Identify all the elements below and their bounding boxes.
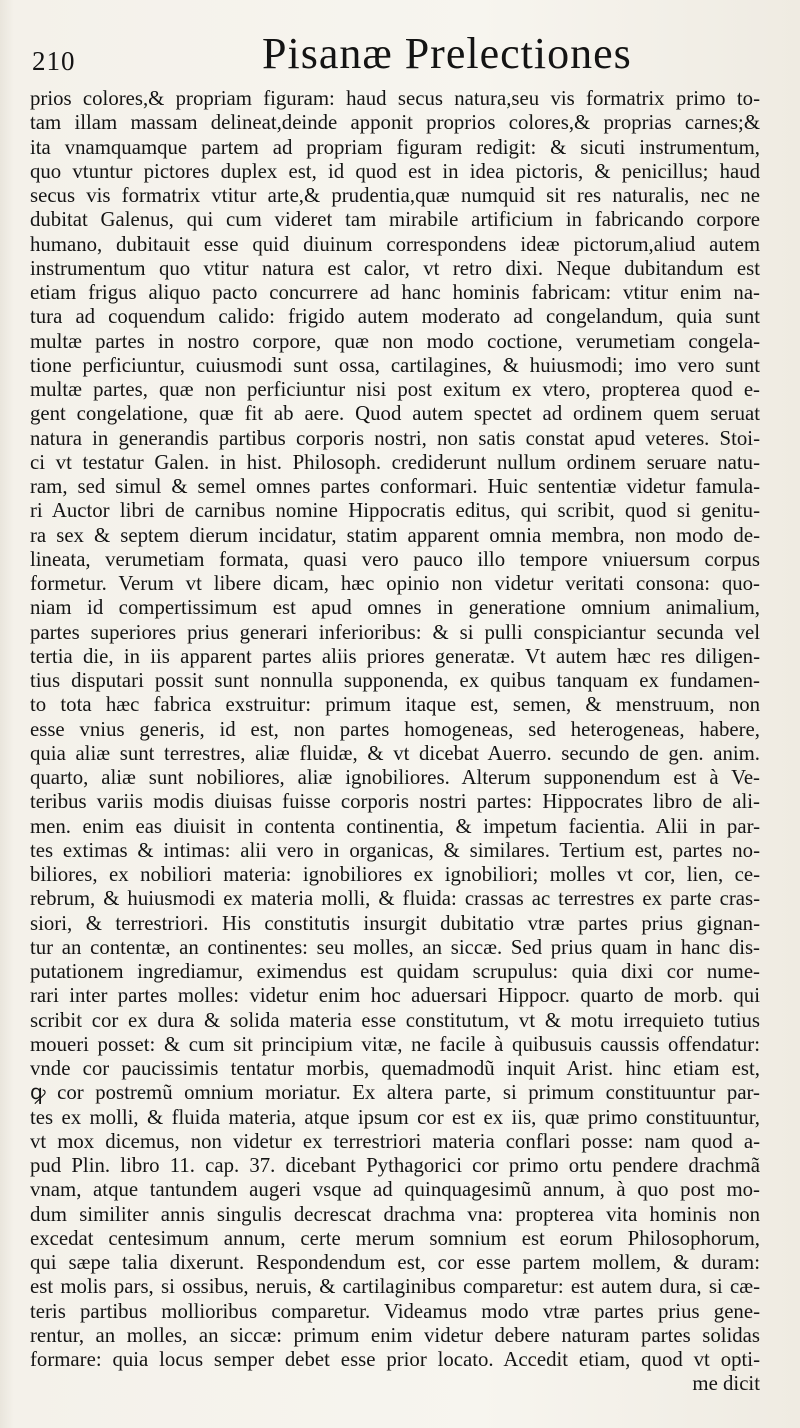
text-line: instrumentum quo vtitur natura est calor, vt retro dixi. Neque dubitandum est [30, 256, 760, 280]
text-line: rentur, an molles, an siccæ: primum enim videtur debere naturam partes solidas [30, 1323, 760, 1347]
text-line: rebrum, & huiusmodi ex materia molli, & fluida: crassas ac terrestres ex parte cras- [30, 887, 760, 911]
text-line: ri Auctor libri de carnibus nomine Hippocratis editus, qui scribit, quod si genitu- [30, 499, 760, 523]
catchword: me dicit [692, 1372, 760, 1396]
text-line: vt mox dicemus, non videtur ex terrestriori materia conflari posse: nam quod a- [30, 1129, 760, 1153]
text-line: ꝙ cor postremũ omnium moriatur. Ex altera parte, si primum constituuntur par- [30, 1081, 760, 1105]
text-line: dubitat Galenus, qui cum videret tam mirabile artificium in fabricando corpore [30, 208, 760, 232]
text-line: pud Plin. libro 11. cap. 37. dicebant Pythagorici cor primo ortu pendere drachmã [30, 1154, 760, 1177]
text-line: partes superiores prius generari inferioribus: & si pulli conspiciantur secunda vel [30, 620, 760, 644]
text-line: multæ partes in nostro corpore, quæ non modo coctione, verumetiam congela- [30, 329, 760, 353]
text-line: teribus variis modis diuisas fuisse corporis nostri partes: Hippocrates libro de ali- [30, 790, 760, 814]
body-text [30, 87, 760, 1372]
text-line: ram, sed simul & semel omnes partes conformari. Huic sententiæ videtur famula- [30, 475, 760, 498]
text-line: scribit cor ex dura & solida materia esse constitutum, vt & motu irrequieto tutius [30, 1008, 760, 1032]
text-line: putationem ingrediamur, eximendus est quidam scrupulus: quia dixi cor nume- [30, 960, 760, 983]
text-line: men. enim eas diuisit in contenta continentia, & impetum facientia. Alii in par- [30, 814, 760, 838]
text-line: vnam, atque tantundem augeri vsque ad quinquagesimũ annum, à quo post mo- [30, 1178, 760, 1202]
text-line: dum similiter annis singulis decrescat drachma vna: propterea vita hominis non [30, 1202, 760, 1226]
text-line: esse vnius generis, id est, non partes homogeneas, sed heterogeneas, habere, [30, 717, 760, 741]
page-header [30, 20, 760, 82]
text-line: biliores, ex nobiliori materia: ignobiliores ex ignobiliori; molles vt cor, lien, ce- [30, 863, 760, 886]
text-line: qui sæpe talia dixerunt. Respondendum est, cor esse partem mollem, & duram: [30, 1251, 760, 1274]
text-line: tes ex molli, & fluida materia, atque ipsum cor est ex iis, quæ primo constituuntur, [30, 1105, 760, 1129]
text-line: gent congelatione, quæ fit ab aere. Quod autem spectet ad ordinem quem seruat [30, 402, 760, 426]
text-line: prios colores,& propriam figuram: haud secus natura,seu vis formatrix primo to- [30, 87, 760, 110]
text-line: formare: quia locus semper debet esse prior locato. Accedit etiam, quod vt opti- [30, 1348, 760, 1371]
text-line: est molis pars, si ossibus, neruis, & cartilaginibus comparetur: est autem dura, si cæ- [30, 1275, 760, 1299]
text-line: teris partibus mollioribus comparetur. Videamus modo vtræ partes prius gene- [30, 1299, 760, 1323]
text-line: ra sex & septem dierum incidatur, statim apparent omnia membra, non modo de- [30, 523, 760, 547]
text-line: tius disputari possit sunt nonnulla supponenda, ex quibus tanquam ex fundamen- [30, 669, 760, 692]
text-line: ci vt testatur Galen. in hist. Philosoph. crediderunt nullum ordinem seruare natu- [30, 450, 760, 474]
running-title: Pisanæ Prelectiones [262, 29, 632, 78]
text-line: to tota hæc fabrica exstruitur: primum itaque est, semen, & menstruum, non [30, 693, 760, 717]
text-line: tur an contentæ, an continentes: seu molles, an siccæ. Sed prius quam in hanc dis- [30, 935, 760, 959]
text-line: tura ad coquendum calido: frigido autem moderato ad congelandum, quia sunt [30, 305, 760, 329]
text-line: niam id compertissimum est apud omnes in generatione omnium animalium, [30, 596, 760, 620]
text-line: multæ partes, quæ non perficiuntur nisi post exitum ex vtero, propterea quod e- [30, 378, 760, 401]
text-line: rari inter partes molles: videtur enim hoc aduersari Hippocr. quarto de morb. qui [30, 984, 760, 1008]
text-line: vnde cor paucissimis tentatur morbis, quemadmodũ inquit Arist. hinc etiam est, [30, 1057, 760, 1080]
text-line: lineata, verumetiam formata, quasi vero pauco illo tempore vniuersum corpus [30, 547, 760, 571]
text-line: ita vnamquamque partem ad propriam figuram redigit: & sicuti instrumentum, [30, 135, 760, 159]
text-line: quarto, aliæ sunt nobiliores, aliæ ignobiliores. Alterum supponendum est à Ve- [30, 766, 760, 789]
text-line: humano, dubitauit esse quid diuinum correspondens ideæ pictorum,aliud autem [30, 232, 760, 256]
text-line: tione perficiuntur, cuiusmodi sunt ossa, cartilagines, & huiusmodi; imo vero sunt [30, 353, 760, 377]
text-line: quia aliæ sunt terrestres, aliæ fluidæ, & vt dicebat Auerro. secundo de gen. anim. [30, 741, 760, 765]
text-line: secus vis formatrix vtitur arte,& prudentia,quæ numquid sit res naturalis, nec ne [30, 184, 760, 207]
text-line: tertia die, in iis apparent partes aliis priores generatæ. Vt autem hæc res diligen- [30, 644, 760, 668]
text-line: etiam frigus aliquo pacto concurrere ad hanc hominis fabricam: vtitur enim na- [30, 281, 760, 304]
text-line: siori, & terrestriori. His constitutis insurgit dubitatio vtræ partes prius gignan- [30, 911, 760, 935]
page-number: 210 [32, 46, 76, 76]
text-line: natura in generandis partibus corporis nostri, non satis constat apud veteres. Stoi- [30, 426, 760, 450]
text-line: moueri posset: & cum sit principium vitæ, ne facile à quibusuis caussis offendatur: [30, 1032, 760, 1056]
text-line: formetur. Verum vt libere dicam, hæc opinio non videtur veritati consona: quo- [30, 572, 760, 595]
text-line: excedat centesimum annum, certe merum somnium est eorum Philosophorum, [30, 1226, 760, 1250]
text-line: tes extimas & intimas: alii vero in organicas, & similares. Tertium est, partes no- [30, 838, 760, 862]
text-line: tam illam massam delineat,deinde apponit proprios colores,& proprias carnes;& [30, 111, 760, 135]
text-line: quo vtuntur pictores duplex est, id quod est in idea pictoris, & penicillus; haud [30, 159, 760, 183]
